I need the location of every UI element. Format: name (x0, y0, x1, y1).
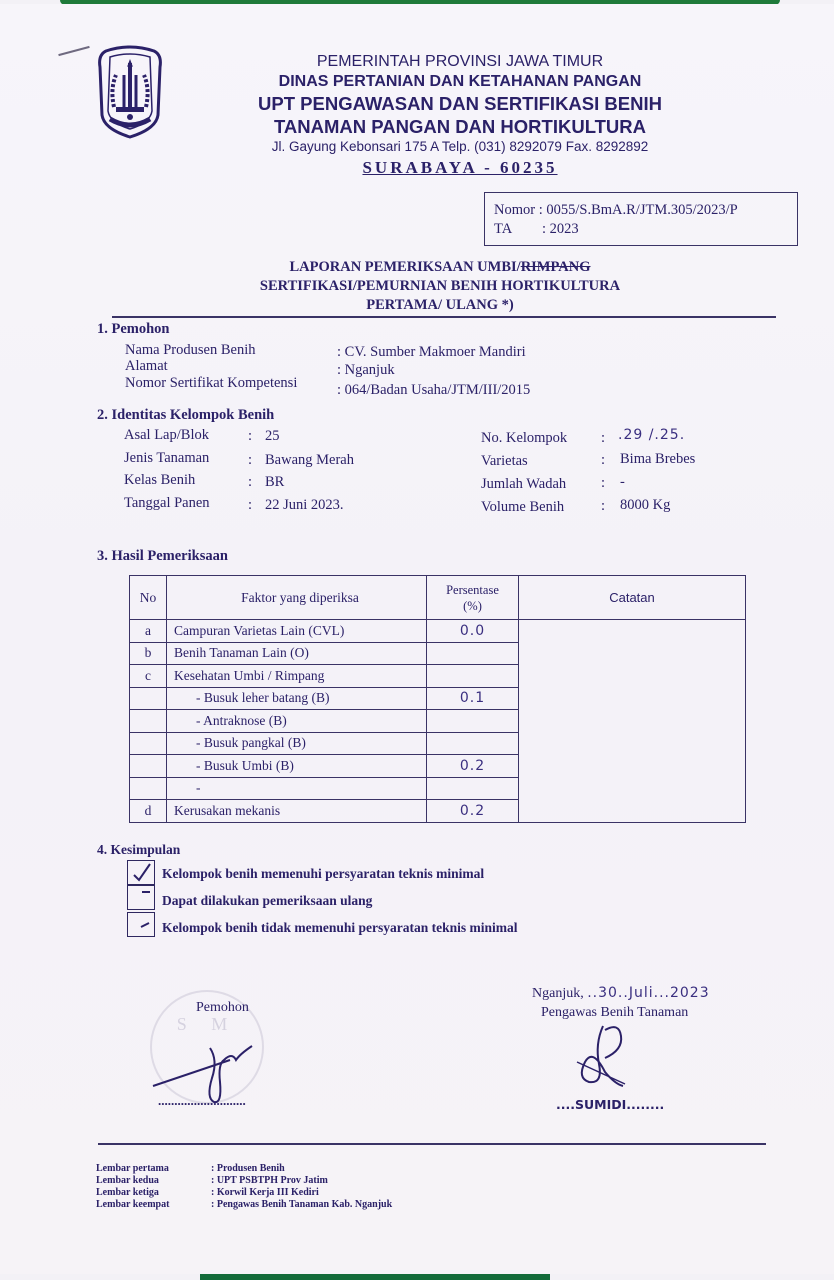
stamp-text: S M (176, 1014, 238, 1034)
faktor-text: Benih Tanaman Lain (O) (174, 645, 309, 661)
cell-faktor (167, 755, 427, 778)
letterhead-unit: UPT PENGAWASAN DAN SERTIFIKASI BENIH (258, 93, 662, 114)
letterhead-agency: DINAS PERTANIAN DAN KETAHANAN PANGAN (278, 73, 642, 90)
pemohon-label: Pemohon (196, 1000, 249, 1015)
distribution-label: Lembar ketiga (96, 1187, 159, 1198)
cell-faktor (167, 800, 427, 823)
cell-no: b (130, 642, 167, 665)
field-value-no-kelompok: .29 /.25. (618, 427, 686, 443)
reference-number-box (484, 192, 798, 246)
letterhead-city: SURABAYA - 60235 (362, 158, 558, 177)
place-date-line (532, 985, 710, 1002)
inspection-results-table (129, 575, 746, 823)
table-header-row (130, 576, 746, 620)
column-header-catatan: Catatan (519, 576, 746, 620)
pengawas-label: Pengawas Benih Tanaman (541, 1005, 689, 1020)
column-header-persentase (427, 576, 519, 620)
column-header-no: No (130, 576, 167, 620)
faktor-text: Campuran Varietas Lain (CVL) (174, 622, 345, 638)
cell-catatan (519, 620, 746, 823)
colon: : (601, 430, 606, 446)
title-struck-word: RIMPANG (520, 259, 591, 275)
cell-faktor (167, 665, 427, 688)
faktor-text: Kerusakan mekanis (174, 802, 281, 818)
distribution-item (96, 1187, 392, 1199)
nomor-label: Nomor (494, 202, 536, 218)
cell-no: d (130, 800, 167, 823)
cell-no (130, 755, 167, 778)
section-identitas-heading: 2. Identitas Kelompok Benih (97, 407, 275, 423)
section-pemohon-heading: 1. Pemohon (97, 321, 170, 337)
cell-no (130, 687, 167, 710)
distribution-label: Lembar keempat (96, 1199, 170, 1210)
table-row (130, 620, 746, 643)
nomor-value: : 0055/S.BmA.R/JTM.305/2023/P (538, 202, 738, 218)
title-line2: SERTIFIKASI/PEMURNIAN BENIH HORTIKULTURA (259, 278, 621, 294)
field-label-nomor-sertifikat: Nomor Sertifikat Kompetensi (125, 375, 298, 391)
field-value-tanggal-panen: 22 Juni 2023. (265, 497, 344, 513)
field-label-kelas-benih: Kelas Benih (124, 472, 196, 488)
cell-faktor (167, 732, 427, 755)
section-kesimpulan-heading: 4. Kesimpulan (97, 842, 181, 857)
cell-persentase (427, 777, 519, 800)
conclusion-checkbox-ulang[interactable] (127, 885, 155, 910)
persentase-label: Persentase (446, 582, 499, 597)
field-label-asal-lap: Asal Lap/Blok (124, 427, 209, 443)
green-background-edge-bottom (200, 1274, 550, 1280)
letterhead (235, 52, 685, 180)
field-value-asal-lap: 25 (265, 428, 280, 444)
conclusion-option-tidak-memenuhi: Kelompok benih tidak memenuhi persyaratan teknis minimal (162, 920, 518, 935)
field-value-varietas: Bima Brebes (620, 451, 696, 467)
check-mark-icon (128, 861, 156, 886)
distribution-value: : Pengawas Benih Tanaman Kab. Nganjuk (211, 1199, 393, 1210)
conclusion-checkbox-tidak-memenuhi[interactable] (127, 912, 155, 937)
colon: : (248, 428, 253, 444)
cell-persentase: 0.2 (427, 800, 519, 823)
cell-persentase: 0.0 (427, 620, 519, 643)
cell-persentase (427, 732, 519, 755)
field-label-varietas: Varietas (481, 453, 528, 469)
report-title (210, 258, 670, 315)
title-divider (112, 316, 776, 318)
field-value-kelas-benih: BR (265, 474, 285, 490)
distribution-label: Lembar kedua (96, 1175, 159, 1186)
faktor-text: - (196, 780, 201, 796)
field-label-nama-produsen: Nama Produsen Benih (125, 342, 256, 358)
pemohon-name-dots: ........................... (158, 1093, 246, 1108)
field-label-no-kelompok: No. Kelompok (481, 430, 568, 446)
distribution-value: : UPT PSBTPH Prov Jatim (211, 1175, 328, 1186)
faktor-text: - Busuk Umbi (B) (196, 757, 294, 773)
cell-persentase: 0.1 (427, 687, 519, 710)
faktor-text: - Busuk pangkal (B) (196, 735, 306, 751)
ta-value: : 2023 (542, 221, 579, 237)
cell-persentase: 0.2 (427, 755, 519, 778)
field-label-volume-benih: Volume Benih (481, 499, 565, 515)
field-value-volume-benih: 8000 Kg (620, 497, 671, 513)
cell-faktor (167, 687, 427, 710)
cell-faktor (167, 642, 427, 665)
field-value-alamat: : Nganjuk (337, 362, 395, 378)
cell-persentase (427, 665, 519, 688)
distribution-value: : Produsen Benih (211, 1163, 285, 1174)
section-hasil-heading: 3. Hasil Pemeriksaan (97, 548, 228, 564)
colon: : (601, 475, 606, 491)
distribution-item (96, 1175, 392, 1187)
cell-faktor (167, 620, 427, 643)
colon: : (248, 497, 253, 513)
cell-no: a (130, 620, 167, 643)
colon: : (601, 498, 606, 514)
field-label-jenis-tanaman: Jenis Tanaman (124, 450, 210, 466)
colon: : (601, 452, 606, 468)
dash-mark-icon (128, 913, 156, 938)
persentase-unit: (%) (463, 598, 482, 613)
column-header-faktor: Faktor yang diperiksa (167, 576, 427, 620)
handwritten-date: ..30..Juli...2023 (587, 985, 710, 1001)
conclusion-option-memenuhi: Kelompok benih memenuhi persyaratan teknis minimal (162, 866, 485, 881)
pen-mark (58, 46, 89, 56)
cell-no (130, 777, 167, 800)
field-label-jumlah-wadah: Jumlah Wadah (481, 476, 567, 492)
field-value-nama-produsen: : CV. Sumber Makmoer Mandiri (337, 344, 526, 360)
cell-faktor (167, 710, 427, 733)
cell-no: c (130, 665, 167, 688)
letterhead-address: Jl. Gayung Kebonsari 175 A Telp. (031) 8292079 Fax. 8292892 (271, 139, 649, 154)
colon: : (248, 474, 253, 490)
dash-mark-icon (128, 886, 156, 911)
field-value-nomor-sertifikat: : 064/Badan Usaha/JTM/III/2015 (337, 382, 531, 398)
place-date-prefix: Nganjuk, (532, 986, 588, 1001)
distribution-list (96, 1163, 392, 1211)
field-label-tanggal-panen: Tanggal Panen (124, 495, 210, 511)
colon: : (248, 452, 253, 468)
letterhead-unit-sub: TANAMAN PANGAN DAN HORTIKULTURA (273, 116, 646, 137)
conclusion-checkbox-memenuhi[interactable] (127, 860, 155, 885)
pengawas-name: ....SUMIDI........ (556, 1097, 665, 1112)
faktor-text: Kesehatan Umbi / Rimpang (174, 667, 325, 683)
distribution-value: : Korwil Kerja III Kediri (211, 1187, 319, 1198)
field-value-jenis-tanaman: Bawang Merah (265, 452, 354, 468)
faktor-text: - Antraknose (B) (196, 712, 287, 728)
letterhead-government: PEMERINTAH PROVINSI JAWA TIMUR (316, 53, 604, 70)
cell-no (130, 710, 167, 733)
cell-persentase (427, 642, 519, 665)
field-value-jumlah-wadah: - (620, 474, 625, 490)
distribution-item (96, 1199, 392, 1211)
faktor-text: - Busuk leher batang (B) (196, 690, 330, 706)
ta-label: TA (494, 221, 513, 237)
distribution-label: Lembar pertama (96, 1163, 169, 1174)
distribution-item (96, 1163, 392, 1175)
conclusion-option-ulang: Dapat dilakukan pemeriksaan ulang (162, 893, 373, 908)
title-line3: PERTAMA/ ULANG *) (366, 297, 514, 313)
footer-divider (98, 1143, 766, 1145)
title-line1: LAPORAN PEMERIKSAAN UMBI/ (289, 259, 521, 275)
cell-persentase (427, 710, 519, 733)
cell-no (130, 732, 167, 755)
coat-of-arms-logo (96, 45, 164, 141)
field-label-alamat: Alamat (125, 358, 168, 374)
cell-faktor (167, 777, 427, 800)
pengawas-signature (575, 1024, 635, 1094)
